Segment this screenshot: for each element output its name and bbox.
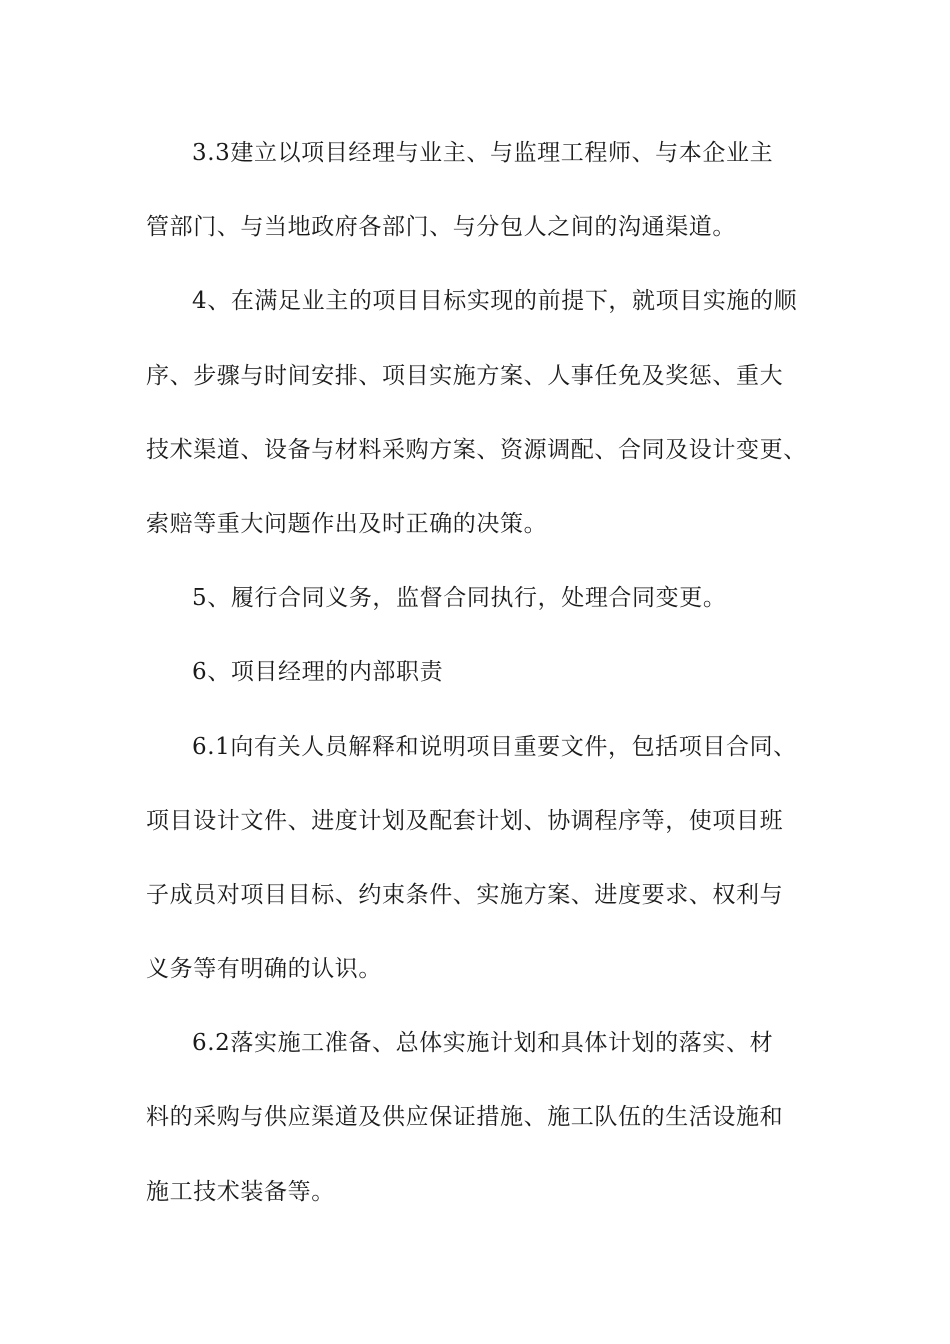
text-line: 3.3建立以项目经理与业主、与监理工程师、与本企业主	[192, 140, 774, 166]
document-body	[146, 124, 826, 1237]
section-heading: 6、项目经理的内部职责	[192, 659, 444, 686]
text-line: 料的采购与供应渠道及供应保证措施、施工队伍的生活设施和	[146, 1104, 784, 1131]
text-line: 施工技术装备等。	[146, 1178, 335, 1205]
text-line: 6.2落实施工准备、总体实施计划和具体计划的落实、材	[192, 1030, 774, 1057]
text-line: 技术渠道、设备与材料采购方案、资源调配、合同及设计变更、	[146, 436, 807, 463]
text-line: 6.1向有关人员解释和说明项目重要文件，包括项目合同、	[192, 733, 797, 760]
text-line: 5、履行合同义务，监督合同执行，处理合同变更。	[192, 585, 727, 612]
text-line: 索赔等重大问题作出及时正确的决策。	[146, 510, 548, 537]
text-line: 4、在满足业主的项目目标实现的前提下，就项目实施的顺	[192, 288, 798, 315]
text-line: 子成员对项目目标、约束条件、实施方案、进度要求、权利与	[146, 881, 784, 908]
text-line: 管部门、与当地政府各部门、与分包人之间的沟通渠道。	[146, 214, 736, 241]
text-line: 义务等有明确的认识。	[146, 956, 382, 983]
text-line: 序、步骤与时间安排、项目实施方案、人事任免及奖惩、重大	[146, 362, 784, 389]
text-line: 项目设计文件、进度计划及配套计划、协调程序等，使项目班	[146, 807, 784, 834]
